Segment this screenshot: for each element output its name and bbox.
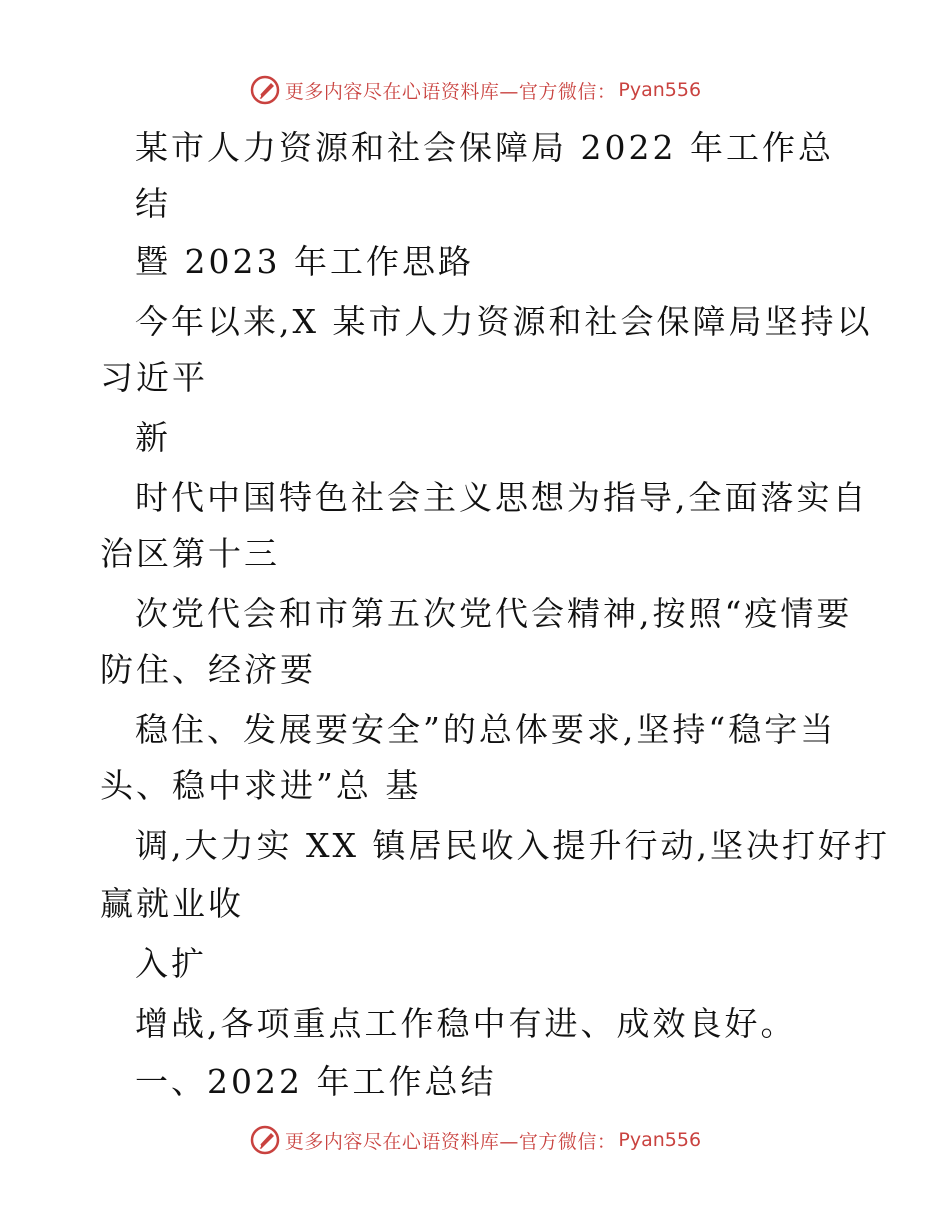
body-line: 稳住、发展要安全”的总体要求,坚持“稳字当	[135, 710, 837, 749]
body-line: 习近平	[100, 358, 208, 397]
watermark-bottom	[0, 1120, 950, 1160]
body-line: 防住、经济要	[100, 650, 316, 689]
watermark-text: 更多内容尽在心语资料库—官方微信：	[284, 80, 617, 103]
watermark-code: Pyan556	[618, 1129, 702, 1151]
body-line: 赢就业收	[100, 884, 244, 923]
pen-logo-icon	[249, 74, 281, 106]
pen-logo-icon	[249, 1124, 281, 1156]
body-line: 新	[135, 418, 171, 457]
body-line: 治区第十三	[100, 534, 280, 573]
body-line: 时代中国特色社会主义思想为指导,全面落实自	[135, 478, 869, 517]
body-line: 今年以来,X 某市人力资源和社会保障局坚持以	[135, 302, 873, 341]
title-line-1: 某市人力资源和社会保障局 2022 年工作总	[135, 128, 834, 167]
body-line: 入扩	[135, 944, 207, 983]
watermark-text: 更多内容尽在心语资料库—官方微信：	[284, 1130, 617, 1153]
watermark-top	[0, 70, 950, 110]
body-line: 头、稳中求进”总 基	[100, 766, 422, 805]
title-line-3: 暨 2023 年工作思路	[135, 242, 474, 281]
body-line: 次党代会和市第五次党代会精神,按照“疫情要	[135, 594, 853, 633]
body-line: 调,大力实 XX 镇居民收入提升行动,坚决打好打	[135, 826, 890, 865]
section-heading: 一、2022 年工作总结	[135, 1062, 497, 1101]
title-line-2: 结	[135, 184, 171, 223]
watermark-code: Pyan556	[618, 79, 702, 101]
body-line: 增战,各项重点工作稳中有进、成效良好。	[135, 1004, 797, 1043]
